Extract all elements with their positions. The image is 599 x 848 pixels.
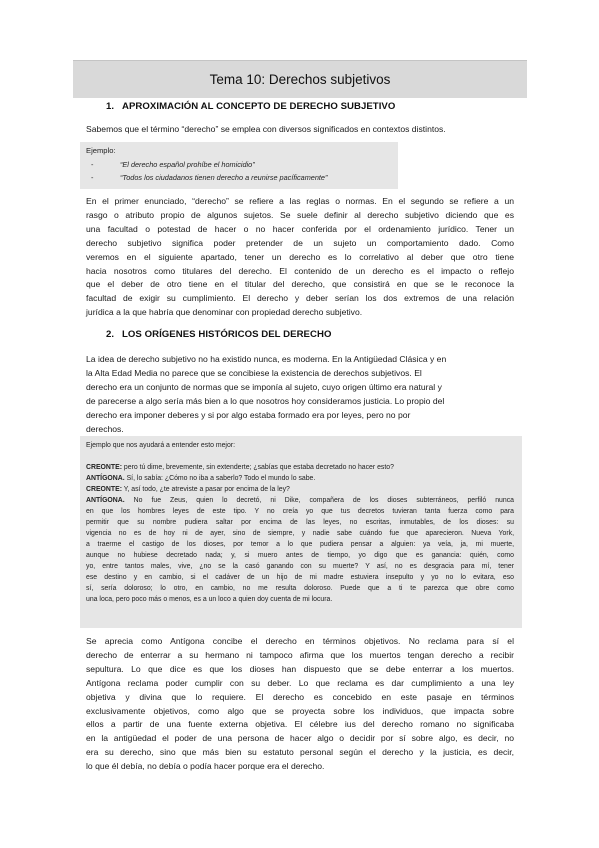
paragraph-line: que el deber de otro tiene en el titular del derecho, que consistirá en que se le reconoce la (86, 279, 514, 290)
paragraph-line: La idea de derecho subjetivo no ha existido nunca, es moderna. En la Antigüedad Clásica y en (86, 354, 447, 364)
dialogue-line (86, 563, 514, 570)
example-label: Ejemplo: (86, 146, 116, 155)
dialogue-box (80, 436, 522, 628)
speaker-name: CREONTE: (86, 464, 122, 471)
dialogue-line (86, 519, 514, 526)
section-1-title: APROXIMACIÓN AL CONCEPTO DE DERECHO SUBJETIVO (122, 101, 396, 112)
dialogue-line (86, 574, 514, 581)
paragraph-line: veremos en el siguiente apartado, tener un derecho es lo correlativo al deber que otro tiene (86, 251, 514, 262)
dialogue-line (86, 464, 514, 471)
section-1-heading (106, 101, 395, 112)
paragraph-line: Se aprecia como Antígona concibe el derecho en términos objetivos. No reclama para sí el (86, 636, 514, 646)
example-text: “Todos los ciudadanos tienen derecho a reunirse pacíficamente” (120, 173, 328, 182)
dialogue-line (86, 530, 514, 537)
paragraph-line: Antígona reclama poder cumplir con su deber. Lo que reclama es dar cumplimiento a una ley (86, 677, 514, 688)
dialogue-text: una loca, pero poco más o menos, es a un loco a quien doy cuenta de mi locura. (86, 596, 333, 603)
title-banner (73, 60, 527, 98)
page-title: Tema 10: Derechos subjetivos (209, 72, 391, 87)
dialogue-text: Y, así todo, ¿te atreviste a pasar por encima de la ley? (121, 486, 290, 493)
section-1-intro (86, 123, 514, 137)
dialogue-text: ese destino y en cambio, si el cadáver de un hijo de mi madre estuviera insepulto y yo no lo evitara, eso (86, 574, 514, 581)
dialogue-text: No fue Zeus, quien lo decretó, ni Dike, compañera de los dioses subterráneos, perfiló nunca (124, 497, 514, 504)
paragraph-line: en la antigüedad el poder de una persona de hacer algo o decidir por sí sobre algo, es decir, no (86, 733, 514, 744)
dialogue-line (86, 596, 514, 603)
dialogue-text: permitir que su nombre pudiera saltar por encima de las leyes, no escritas, inmutables, de los dioses: su (86, 519, 514, 526)
example-text: “El derecho español prohíbe el homicidio” (120, 160, 255, 169)
paragraph-line: ellos a partir de una fuente externa objetiva. El célebre ius del derecho romano no significaba (86, 719, 514, 730)
section-2-title: LOS ORÍGENES HISTÓRICOS DEL DERECHO (122, 329, 332, 340)
paragraph-line: facultad de exigir su cumplimiento. El derecho y deber serían los dos extremos de una relación (86, 293, 514, 304)
dialogue-line (86, 497, 514, 504)
dialogue-text: vigencia no es de hoy ni de ayer, sino de siempre, y nadie sabe cuándo fue que aparecieron. Nueva York, (86, 530, 514, 537)
dialogue-text: pero tú dime, brevemente, sin extenderte; ¿sabías que estaba decretado no hacer esto? (121, 464, 394, 471)
dialogue-line (86, 585, 514, 592)
paragraph-line: lo que él debía, no debía o podía hacer porque era el derecho. (86, 761, 325, 772)
paragraph-line: derecho era imponer deberes y si por algo estaba formado era por leyes, pero no por (86, 409, 411, 420)
dialogue-text: sí, sería doloroso; lo otro, en cambio, no me resulta doloroso. Puede que a ti te parezca que obre como (86, 585, 514, 592)
paragraph-line: sepultura. Lo que dice es que los dioses han dispuesto que se debe enterrar a los muertos. (86, 663, 514, 674)
speaker-name: ANTÍGONA. (86, 497, 125, 504)
dialogue-line (86, 508, 514, 515)
example-item (91, 160, 255, 169)
dialogue-text: Sí, lo sabía: ¿Cómo no iba a saberlo? Todo el mundo lo sabe. (124, 475, 316, 482)
section-2-heading (106, 329, 331, 340)
paragraph-line: de parecerse a algo sería más bien a lo que nosotros hoy consideramos justicia. Lo propio del (86, 395, 445, 406)
example-box (80, 142, 398, 189)
paragraph-line: derecho de enterrar a su hermano ni tampoco afirma que los muertos tengan derecho a recibir (86, 649, 514, 660)
intro-text: Sabemos que el término “derecho” se emplea con diversos significados en contextos distintos. (86, 124, 446, 134)
dialogue-line (86, 475, 514, 482)
dialogue-text: aunque no hubiese decretado nada; y, si muero antes de tiempo, yo digo que es ganancia: quién, como (86, 552, 514, 559)
closing-paragraph (86, 635, 514, 774)
speaker-name: CREONTE: (86, 486, 122, 493)
section-2-paragraph (86, 353, 514, 436)
dialogue-text: a traerme el castigo de los dioses, por temor a lo que pudiera pensar a alguien: ya veía, ja, mi muerte, (86, 541, 514, 548)
dialogue-label: Ejemplo que nos ayudará a entender esto mejor: (86, 442, 236, 449)
dialogue-line (86, 486, 514, 493)
section-2-number: 2. (106, 329, 115, 340)
paragraph-line: En el primer enunciado, “derecho” se refiere a las reglas o normas. En el segundo se refiere a un (86, 196, 514, 206)
paragraph-line: era su derecho, sino que más bien su estatuto personal según el derecho y la justicia, es decir, (86, 747, 514, 758)
dialogue-text: en que los hombres leyes de este tipo. Y no creía yo que tus decretos tuvieran tanta fuerza como para (86, 508, 514, 515)
paragraph-line: exclusivamente objetivos, como algo que se proyecta sobre los individuos, que impacta sobre (86, 705, 514, 716)
section-1-paragraph (86, 195, 514, 320)
example-dash: - (91, 160, 94, 169)
paragraph-line: derecho era un conjunto de normas que se imponía al sujeto, cuyo origen último era natural y (86, 381, 442, 392)
paragraph-line: derecho subjetivo significa poder pretender de un sujeto un comportamiento dado. Como (86, 237, 514, 248)
paragraph-line: una facultad o potestad de hacer o no hacer conferida por el ordenamiento jurídico. Tener un (86, 223, 514, 234)
paragraph-line: la Alta Edad Media no parece que se concibiese la existencia de derechos subjetivos. El (86, 367, 422, 378)
paragraph-line: derechos. (86, 423, 124, 434)
speaker-name: ANTÍGONA. (86, 475, 125, 482)
section-1-number: 1. (106, 101, 115, 112)
paragraph-line: hacia nosotros como titulares del derecho. El contenido de un derecho es el impacto o reflejo (86, 265, 514, 276)
dialogue-text: yo, entre tantos males, vive, ¿no se la casó ganando con su muerte? Y así, no es desgracia para mí, tener (86, 563, 514, 570)
example-item (91, 173, 327, 182)
example-dash: - (91, 173, 94, 182)
paragraph-line: jurídica a la que habría que denominar con propiedad derecho subjetivo. (86, 307, 363, 318)
dialogue-line (86, 541, 514, 548)
paragraph-line: objetiva y divina que lo requiere. El derecho es concebido en este pasaje en términos (86, 691, 514, 702)
dialogue-line (86, 552, 514, 559)
paragraph-line: rasgo o atributo propio de algunos sujetos. Se suele definir al derecho subjetivo diciendo que es (86, 209, 514, 220)
